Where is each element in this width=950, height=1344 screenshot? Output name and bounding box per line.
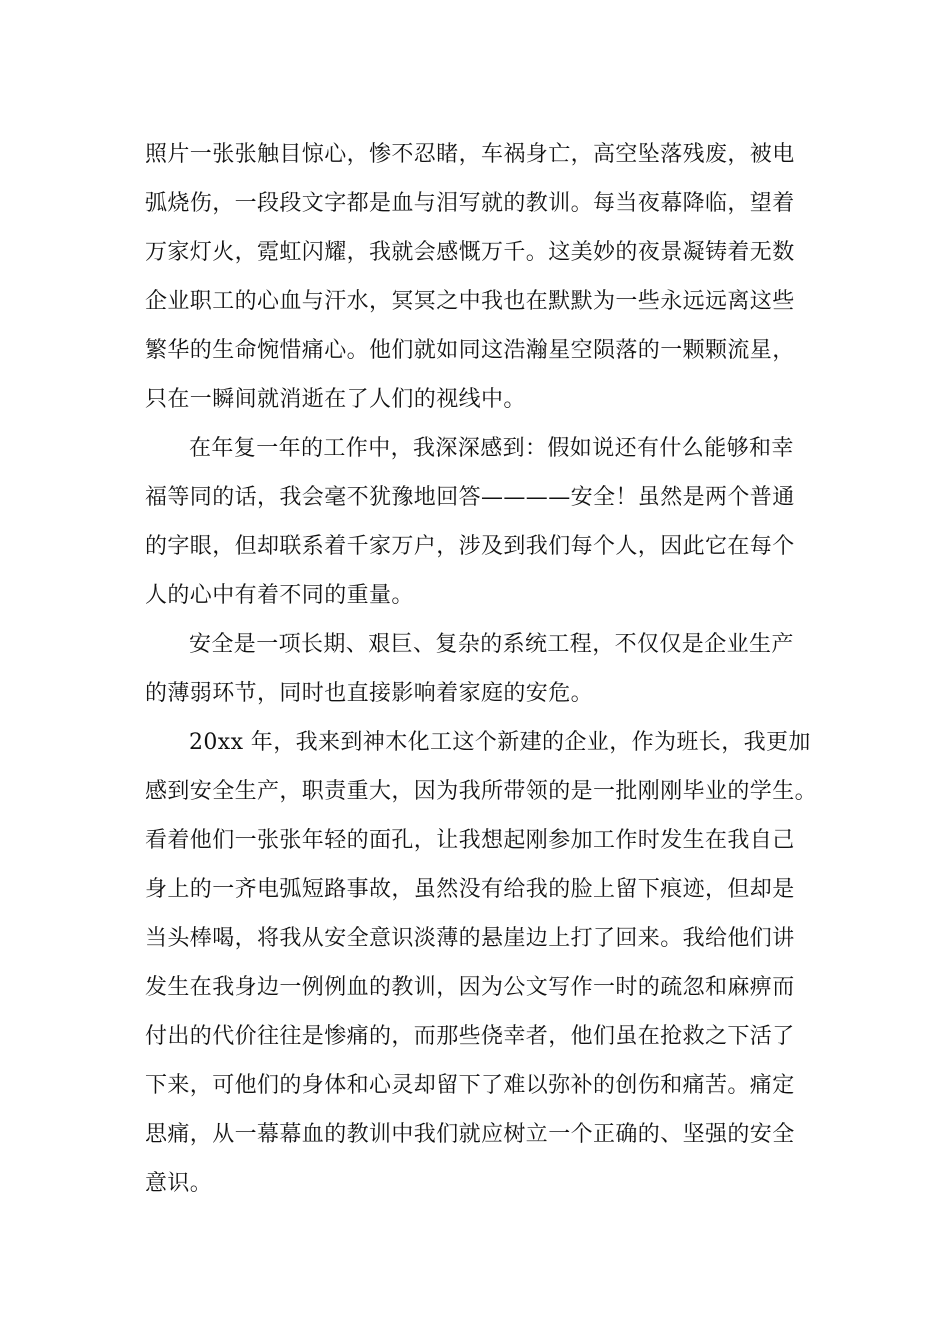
paragraph-1: [145, 130, 845, 424]
text-line: 繁华的生命惋惜痛心。他们就如同这浩瀚星空陨落的一颗颗流星，: [145, 338, 795, 363]
text-line: 福等同的话，我会毫不犹豫地回答————安全！虽然是两个普通: [145, 485, 795, 510]
text-line: 人的心中有着不同的重量。: [145, 583, 414, 608]
text-line-indented: 安全是一项长期、艰巨、复杂的系统工程，不仅仅是企业生产: [189, 632, 794, 657]
text-line: 下来，可他们的身体和心灵却留下了难以弥补的创伤和痛苦。痛定: [145, 1073, 795, 1098]
text-line: 的薄弱环节，同时也直接影响着家庭的安危。: [145, 681, 594, 706]
text-line: 企业职工的心血与汗水，冥冥之中我也在默默为一些永远远离这些: [145, 289, 795, 314]
paragraph-4: [145, 718, 845, 1208]
document-body: [145, 130, 845, 1208]
text-line: 意识。: [145, 1171, 213, 1196]
paragraph-3: [145, 620, 845, 718]
paragraph-2: [145, 424, 845, 620]
text-line: 的字眼，但却联系着千家万户，涉及到我们每个人，因此它在每个: [145, 534, 795, 559]
text-line: 看着他们一张张年轻的面孔，让我想起刚参加工作时发生在我自己: [145, 828, 795, 853]
text-line: 付出的代价往往是惨痛的，而那些侥幸者，他们虽在抢救之下活了: [145, 1024, 795, 1049]
text-line: 感到安全生产，职责重大，因为我所带领的是一批刚刚毕业的学生。: [145, 779, 818, 804]
text-line: 发生在我身边一例例血的教训，因为公文写作一时的疏忽和麻痹而: [145, 975, 795, 1000]
text-line: 思痛，从一幕幕血的教训中我们就应树立一个正确的、坚强的安全: [145, 1122, 795, 1147]
text-line: 万家灯火，霓虹闪耀，我就会感慨万千。这美妙的夜景凝铸着无数: [145, 240, 795, 265]
text-line: 照片一张张触目惊心，惨不忍睹，车祸身亡，高空坠落残废，被电: [145, 142, 795, 167]
text-line: 当头棒喝，将我从安全意识淡薄的悬崖边上打了回来。我给他们讲: [145, 926, 795, 951]
text-line-indented: 20xx 年，我来到神木化工这个新建的企业，作为班长，我更加: [189, 730, 811, 755]
text-line: 弧烧伤，一段段文字都是血与泪写就的教训。每当夜幕降临，望着: [145, 191, 795, 216]
text-line-indented: 在年复一年的工作中，我深深感到：假如说还有什么能够和幸: [189, 436, 794, 461]
text-line: 只在一瞬间就消逝在了人们的视线中。: [145, 387, 526, 412]
text-line: 身上的一齐电弧短路事故，虽然没有给我的脸上留下痕迹，但却是: [145, 877, 795, 902]
